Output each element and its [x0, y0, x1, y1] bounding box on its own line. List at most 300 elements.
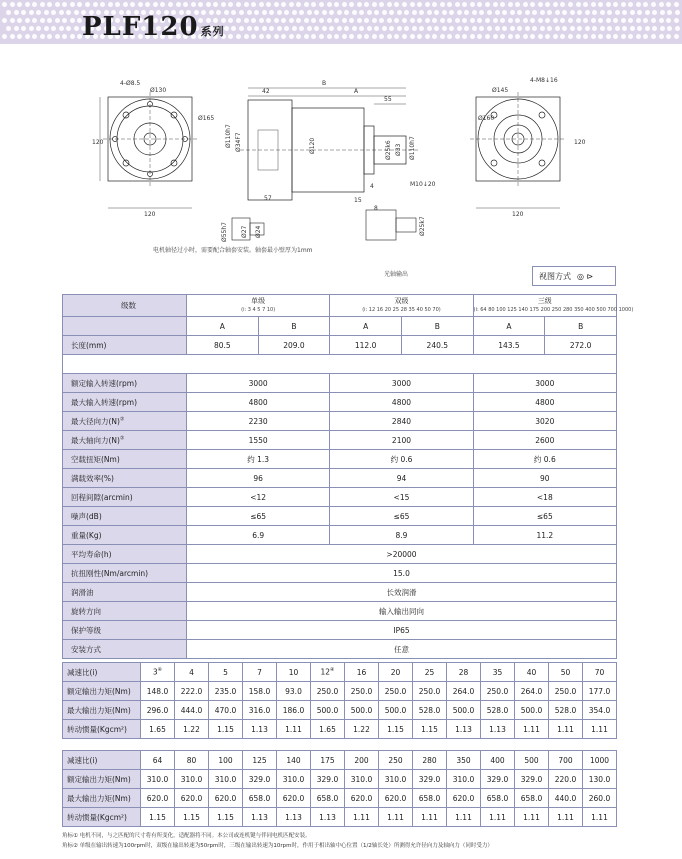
dot	[357, 34, 362, 39]
dot	[70, 18, 75, 23]
dim-57: 57	[264, 195, 272, 202]
rated-torque-row	[63, 770, 617, 789]
dot	[628, 18, 633, 23]
dot	[224, 10, 229, 15]
dot	[523, 18, 528, 23]
dot	[59, 26, 64, 31]
dot	[530, 18, 535, 23]
dot	[198, 2, 203, 7]
dot	[259, 18, 264, 23]
dot	[394, 18, 399, 23]
dot	[402, 34, 407, 39]
dot	[387, 34, 392, 39]
spec-value: ≤65	[187, 507, 330, 526]
dot	[254, 26, 259, 31]
ratio-row	[63, 751, 617, 770]
value-cell: 1.11	[515, 808, 549, 827]
value-cell: 620.0	[277, 789, 311, 808]
dot	[344, 26, 349, 31]
width-label: 120	[144, 211, 156, 218]
page-header	[0, 0, 682, 44]
dot	[470, 34, 475, 39]
ratio-row	[63, 663, 617, 682]
dot	[621, 18, 626, 23]
dot	[372, 34, 377, 39]
dot	[585, 10, 590, 15]
dot	[296, 18, 301, 23]
dot	[613, 34, 618, 39]
dot	[307, 26, 312, 31]
dot	[470, 18, 475, 23]
dot	[274, 2, 279, 7]
dot	[228, 2, 233, 7]
dot	[349, 2, 354, 7]
dot	[462, 18, 467, 23]
dim-d1: Ø110h7	[225, 124, 232, 148]
value-cell: 310.0	[175, 770, 209, 789]
sub-d4: Ø25k7	[419, 216, 426, 236]
dim-key: M10↓20	[410, 181, 436, 188]
dot	[372, 18, 377, 23]
dot	[419, 26, 424, 31]
ratio-cell: 5	[209, 663, 243, 682]
ratio-cell: 20	[379, 663, 413, 682]
dot	[402, 2, 407, 7]
dot	[367, 26, 372, 31]
dot	[266, 34, 271, 39]
spec-value: 4800	[473, 393, 616, 412]
pcd-label: Ø165	[198, 115, 215, 122]
dot	[660, 10, 665, 15]
dot	[322, 10, 327, 15]
hole-label: 4-Ø8.5	[120, 80, 141, 87]
value-cell: 1.11	[549, 720, 583, 739]
dot	[485, 34, 490, 39]
value-cell: 1.13	[277, 808, 311, 827]
ratio-cell: 400	[481, 751, 515, 770]
footnotes	[62, 831, 662, 851]
dot	[615, 10, 620, 15]
dim-b: B	[322, 80, 327, 87]
dot	[74, 26, 79, 31]
dot	[389, 10, 394, 15]
dot	[607, 26, 612, 31]
ratio-cell: 3④	[141, 663, 175, 682]
dot	[562, 26, 567, 31]
spec-label: 空载扭矩(Nm)	[63, 450, 187, 469]
dot	[47, 2, 52, 7]
max-torque-row	[63, 701, 617, 720]
value-cell: 186.0	[277, 701, 311, 720]
dot	[472, 10, 477, 15]
spec-label: 额定输入转速(rpm)	[63, 374, 187, 393]
dot	[327, 18, 332, 23]
dot	[36, 26, 41, 31]
dot	[153, 2, 158, 7]
value-cell: 620.0	[141, 789, 175, 808]
dot	[577, 26, 582, 31]
dot	[417, 18, 422, 23]
value-cell: 440.0	[549, 789, 583, 808]
length-value: 112.0	[330, 336, 402, 355]
dot	[130, 2, 135, 7]
dot	[583, 34, 588, 39]
dot	[440, 34, 445, 39]
dot	[359, 26, 364, 31]
dot	[410, 2, 415, 7]
dot	[284, 10, 289, 15]
dot	[553, 2, 558, 7]
spec-value: 输入输出同向	[187, 602, 617, 621]
dot	[100, 2, 105, 7]
dim-42: 42	[262, 88, 270, 95]
value-cell: 296.0	[141, 701, 175, 720]
length-value: 80.5	[187, 336, 259, 355]
dim-d3: Ø120	[309, 137, 316, 154]
ratio-cell: 140	[277, 751, 311, 770]
dot	[515, 34, 520, 39]
dot	[412, 10, 417, 15]
dot	[342, 18, 347, 23]
dot	[213, 2, 218, 7]
rated-torque-row	[63, 682, 617, 701]
value-cell: 329.0	[243, 770, 277, 789]
dot	[44, 26, 49, 31]
dot	[123, 2, 128, 7]
dot	[36, 10, 41, 15]
spec-value: 3000	[187, 374, 330, 393]
dot	[382, 26, 387, 31]
dot	[284, 26, 289, 31]
dot	[568, 2, 573, 7]
ratio-cell: 7	[243, 663, 277, 682]
dot	[637, 26, 642, 31]
dot	[289, 18, 294, 23]
dot	[2, 2, 7, 7]
dot	[636, 18, 641, 23]
spec-label: 重量(Kg)	[63, 526, 187, 545]
dot	[145, 2, 150, 7]
dot	[419, 10, 424, 15]
dot	[667, 10, 672, 15]
out-width-label: 120	[512, 211, 524, 218]
spec-value: <15	[330, 488, 473, 507]
ratio-cell: 10	[277, 663, 311, 682]
spec-value: 15.0	[187, 564, 617, 583]
dot	[357, 18, 362, 23]
ratio-cell: 12④	[311, 663, 345, 682]
dot	[502, 26, 507, 31]
dot	[329, 10, 334, 15]
dot	[269, 26, 274, 31]
dot	[591, 18, 596, 23]
height-label: 120	[92, 139, 104, 146]
value-cell: 329.0	[515, 770, 549, 789]
dot	[311, 18, 316, 23]
dot	[236, 18, 241, 23]
dot	[583, 2, 588, 7]
value-cell: 329.0	[481, 770, 515, 789]
value-cell: 264.0	[447, 682, 481, 701]
dot	[66, 26, 71, 31]
dot	[532, 10, 537, 15]
value-cell: 220.0	[549, 770, 583, 789]
dimension-drawing	[0, 60, 682, 292]
length-value: 209.0	[258, 336, 330, 355]
dot	[337, 26, 342, 31]
row-label: 额定输出力矩(Nm)	[63, 682, 141, 701]
dot	[221, 2, 226, 7]
dot	[244, 34, 249, 39]
dot	[517, 10, 522, 15]
out-dia-label: Ø160	[478, 115, 495, 122]
spec-value: 2100	[330, 431, 473, 450]
dot	[40, 18, 45, 23]
dot	[231, 26, 236, 31]
dot	[247, 10, 252, 15]
dot	[622, 10, 627, 15]
dot	[562, 10, 567, 15]
dot	[32, 18, 37, 23]
dot	[525, 26, 530, 31]
ratio-cell: 500	[515, 751, 549, 770]
ratio-cell: 16	[345, 663, 379, 682]
ratio-cell: 200	[345, 751, 379, 770]
dot	[379, 18, 384, 23]
ab-cell: A	[473, 317, 545, 336]
value-cell: 1.13	[311, 808, 345, 827]
dot	[591, 34, 596, 39]
dot	[462, 2, 467, 7]
dot	[40, 2, 45, 7]
shaft-output-note: 光轴输出	[384, 271, 409, 278]
dot	[274, 34, 279, 39]
spec-value: 6.9	[187, 526, 330, 545]
dot	[553, 18, 558, 23]
dot	[66, 10, 71, 15]
dot	[598, 2, 603, 7]
spec-value: 长效润滑	[187, 583, 617, 602]
dot	[239, 26, 244, 31]
output-flange-view	[470, 92, 566, 208]
spec-value: 3000	[330, 374, 473, 393]
dot	[427, 10, 432, 15]
view-method-box	[532, 266, 616, 286]
dot	[568, 18, 573, 23]
spec-value: <12	[187, 488, 330, 507]
dot	[337, 10, 342, 15]
value-cell: 310.0	[277, 770, 311, 789]
dot	[674, 18, 679, 23]
spec-value: >20000	[187, 545, 617, 564]
dot	[510, 26, 515, 31]
dot	[440, 18, 445, 23]
value-cell: 658.0	[243, 789, 277, 808]
ratio-cell: 28	[447, 663, 481, 682]
dot	[387, 18, 392, 23]
dot	[55, 34, 60, 39]
dot	[592, 26, 597, 31]
sub-d2: Ø27	[241, 225, 248, 238]
ab-cell: A	[330, 317, 402, 336]
dot	[547, 10, 552, 15]
dot	[622, 26, 627, 31]
value-cell: 500.0	[345, 701, 379, 720]
spec-value: 3000	[473, 374, 616, 393]
value-cell: 1.11	[583, 720, 617, 739]
dot	[138, 2, 143, 7]
projection-symbol-icon: ◎ ⊳	[577, 271, 594, 281]
dot	[266, 18, 271, 23]
dot	[493, 18, 498, 23]
footnote-2: 角标② 单级在输出转速为100rpm时，双级在输出转速为50rpm时，三级在输出转速为10rpm时，作用于相出轴中心位置（1/2轴长处）所测得允许径向力及轴向力（同时受力）	[62, 843, 493, 849]
dot	[540, 26, 545, 31]
dot	[660, 26, 665, 31]
dot	[70, 2, 75, 7]
value-cell: 1.15	[141, 808, 175, 827]
value-cell: 222.0	[175, 682, 209, 701]
dot	[25, 34, 30, 39]
value-cell: 329.0	[413, 770, 447, 789]
dot	[560, 34, 565, 39]
dot	[319, 2, 324, 7]
value-cell: 500.0	[311, 701, 345, 720]
dot	[621, 2, 626, 7]
dot	[432, 34, 437, 39]
dot	[262, 26, 267, 31]
dot	[327, 2, 332, 7]
row-label: 减速比(i)	[63, 751, 141, 770]
dot	[643, 2, 648, 7]
dot	[440, 2, 445, 7]
spec-label: 最大径向力(N)②	[63, 412, 187, 431]
dot	[500, 34, 505, 39]
dot	[319, 34, 324, 39]
dot	[425, 18, 430, 23]
dot	[314, 10, 319, 15]
dot	[29, 10, 34, 15]
dot	[417, 2, 422, 7]
dot	[570, 26, 575, 31]
ratio-cell: 40	[515, 663, 549, 682]
ratio-cell: 80	[175, 751, 209, 770]
spec-label: 润滑油	[63, 583, 187, 602]
ratio-cell: 250	[379, 751, 413, 770]
dot	[477, 2, 482, 7]
ratio-cell: 35	[481, 663, 515, 682]
dot	[247, 26, 252, 31]
value-cell: 1.11	[379, 808, 413, 827]
row-label: 减速比(i)	[63, 663, 141, 682]
side-view	[240, 88, 420, 200]
dot	[510, 10, 515, 15]
length-value: 272.0	[545, 336, 617, 355]
dot	[538, 34, 543, 39]
dot	[523, 34, 528, 39]
spec-value: 约 0.6	[473, 450, 616, 469]
dot	[434, 10, 439, 15]
dot	[538, 2, 543, 7]
spec-value: 1550	[187, 431, 330, 450]
dot	[292, 10, 297, 15]
dot	[532, 26, 537, 31]
dot	[296, 2, 301, 7]
dot	[410, 18, 415, 23]
dot	[479, 26, 484, 31]
spec-value: 8.9	[330, 526, 473, 545]
dot	[17, 34, 22, 39]
dot	[434, 26, 439, 31]
row-label: 额定输出力矩(Nm)	[63, 770, 141, 789]
dot	[10, 18, 15, 23]
spec-value: 约 1.3	[187, 450, 330, 469]
spacer-row	[63, 355, 617, 374]
dot	[555, 26, 560, 31]
dot	[576, 2, 581, 7]
motor-shaft-note: 电机轴径过小时，需要配合轴套安装。轴套最小壁厚为1mm	[153, 247, 313, 254]
dot	[464, 26, 469, 31]
value-cell: 1.11	[447, 808, 481, 827]
value-cell: 235.0	[209, 682, 243, 701]
spec-label: 回程间隙(arcmin)	[63, 488, 187, 507]
dot	[560, 18, 565, 23]
ratio-cell: 280	[413, 751, 447, 770]
dot	[115, 2, 120, 7]
dot	[470, 2, 475, 7]
value-cell: 310.0	[209, 770, 243, 789]
dot	[651, 34, 656, 39]
dot	[659, 18, 664, 23]
ratio-cell: 700	[549, 751, 583, 770]
dot	[304, 34, 309, 39]
dim-4: 4	[370, 183, 374, 190]
row-label: 最大输出力矩(Nm)	[63, 789, 141, 808]
footnote-1: 角标① 电机不同，与之匹配的尺寸将有所变化，适配器将不同。本公司或连机键与伴同电机匹配安装。	[62, 833, 311, 839]
dot	[645, 10, 650, 15]
dot	[404, 10, 409, 15]
dot	[659, 2, 664, 7]
dot	[289, 2, 294, 7]
value-cell: 528.0	[413, 701, 447, 720]
value-cell: 316.0	[243, 701, 277, 720]
ratio-cell: 1000	[583, 751, 617, 770]
dot	[394, 34, 399, 39]
out-hole-label: 4-M8↓16	[530, 77, 558, 84]
dot	[244, 18, 249, 23]
dot	[379, 2, 384, 7]
dot	[570, 10, 575, 15]
value-cell: 250.0	[311, 682, 345, 701]
spec-label: 旋转方向	[63, 602, 187, 621]
value-cell: 354.0	[583, 701, 617, 720]
length-value: 240.5	[401, 336, 473, 355]
value-cell: 1.11	[481, 808, 515, 827]
ab-cell: B	[545, 317, 617, 336]
spec-label: 噪声(dB)	[63, 507, 187, 526]
dot	[545, 18, 550, 23]
dot	[455, 18, 460, 23]
dot	[674, 34, 679, 39]
dot	[628, 2, 633, 7]
dot	[327, 34, 332, 39]
spec-label: 最大轴向力(N)②	[63, 431, 187, 450]
dot	[630, 26, 635, 31]
dot	[674, 2, 679, 7]
dot	[643, 34, 648, 39]
dot	[630, 10, 635, 15]
dot	[515, 18, 520, 23]
dot	[651, 2, 656, 7]
